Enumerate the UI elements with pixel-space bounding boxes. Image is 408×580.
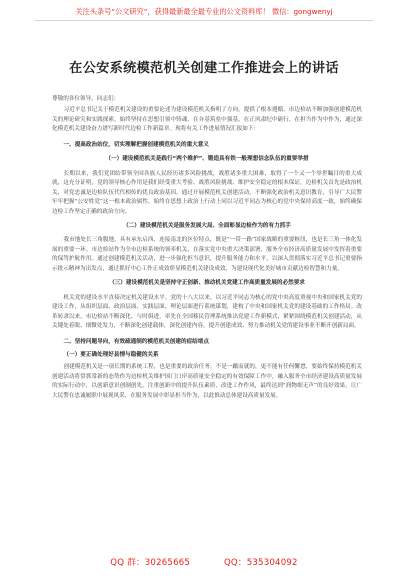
subsection-body-1-1: 长期以来，我们党团结带领全国各族人民经历诸多风险挑战，战胜诸多重大困难，取得了一个又一个举世瞩目的重大成就，这充分证明，党的领导核心作用是我们经受重大考验、战胜风险挑战、维护安全稳定的根本保证。边检机关首先是政治机关，对党忠诚是边检队伍代代相传的优良政治基因。通过开展模范机关创建活动，不断强化政治机关意识教育，引导广大民警牢牢把握“公安姓党”这一根本政治属性，始终在思想上政治上行动上同以习近平同志为核心的党中央保持高度一致，始终确保边检工作坚定正确的政治方向。	[52, 170, 362, 215]
document-body	[52, 95, 362, 401]
section-heading-1: 一、提高政治站位，切实理解把握创建模范机关的重大意义	[63, 141, 209, 148]
qq-label: QQ：535304092	[223, 558, 298, 568]
subsection-heading-1-2: （二）建设模范机关是服务发展大局、全面彰显边检作为的有力抓手	[123, 222, 291, 229]
qq-group-label: QQ 群：30265665	[110, 558, 191, 568]
subsection-heading-1-1: （一）建设模范机关是践行“两个维护”、锻造具有铁一般理想信念队伍的重要举措	[105, 156, 309, 163]
header-divider	[34, 20, 374, 21]
contact-footer	[0, 556, 408, 568]
banner-text: 关注头条号“公文研究”，获得最新最全最专业的公文资料库！ 微信：gongwenyj	[75, 7, 333, 16]
intro-paragraph: 习近平总书记关于模范机关建设的重要论述为建设模范机关指明了方向，提供了根本遵循。市边检站不断加强创建模范机关的理论研究和实践探索，始终坚持在思想引领中铸魂、在夯基筑垒中强基、在正风肃纪中砺行、在担当作为中作为，通过深化模范机关建设奋力谱写新时代边检工作新篇章。现将有关工作进展情况汇报如下：	[52, 107, 362, 133]
document-title: 在公安系统模范机关创建工作推进会上的讲话	[69, 61, 339, 76]
subsection-heading-1-3: （三）建设模范机关是坚持守正创新、推动机关党建工作高质量发展的必然要求	[109, 280, 305, 287]
subsection-body-2-1: 创建模范机关是一项长期的系统工程，也是重要的政治任务。不是一蹴而就的，更不能有任何懈怠，要始终保持模范机关创建活动将常抓常新的态势作为边检机关维护国门口岸高质量安全稳定的有效保障工作中，融入服务全市经济建设高质量发展的实际行动中，以创新意识创制创先，注重创新中的提升队伍素质，改进工作作风，最终达到“润物细无声”的良好效果，让广大民警在忠诚履职中展现风采，在服务发展中彰显担当作为，以此推动总体建设高质量发展。	[52, 364, 362, 399]
salutation: 尊敬的各位领导，同志们：	[52, 96, 120, 102]
subsection-body-1-2: 我市地处长三角腹地，具有承东启西、连接南北的区位特点，既是“一带一路”国家战略的重要枢纽，也是长三角一体化发展的重要一环。市边检站作为全市边检系统的领率机关，在落实党中央重大决策部署、服务全市经济高质量发展中发挥着重要的保驾护航作用。通过创建模范机关活动，进一步强化担当意识，提升服务能力和水平，以深入贯彻落实习近平总书记重要指示批示精神为出发点，通过抓好中心工作正成效彰显模范机关建设成效，为建设现代化美好城市贡献边检智慧和力量。	[52, 237, 362, 272]
section-heading-2: 二、坚持问题导向，有效疏通制约模范机关创建的症结堵点	[63, 338, 209, 345]
promo-banner	[0, 5, 408, 19]
subsection-body-1-3: 机关党的建设水平直接决定机关建设水平。党的十八大以来，以习近平同志为核心的党中央高度重视中央和国家机关党的建设工作，从组织层面、政治层面、实践层面、理论层面进行系统谋划，建构了中央和国家机关党的建设基础的工作格局。改革转隶以来，市边检站不断深化、与时俱进，率先在全国移民管理系统推出党建工作新模式，紧紧围绕模范机关创建活动，从关键处着眼、细微处发力，不断深化创建载体，深化创建内容，提升创建成效、努力推动机关党的建设事业不断开创新局面。	[52, 294, 362, 330]
subsection-heading-2-1: （一）要正确处理好县情与稳健的关系	[63, 351, 159, 358]
